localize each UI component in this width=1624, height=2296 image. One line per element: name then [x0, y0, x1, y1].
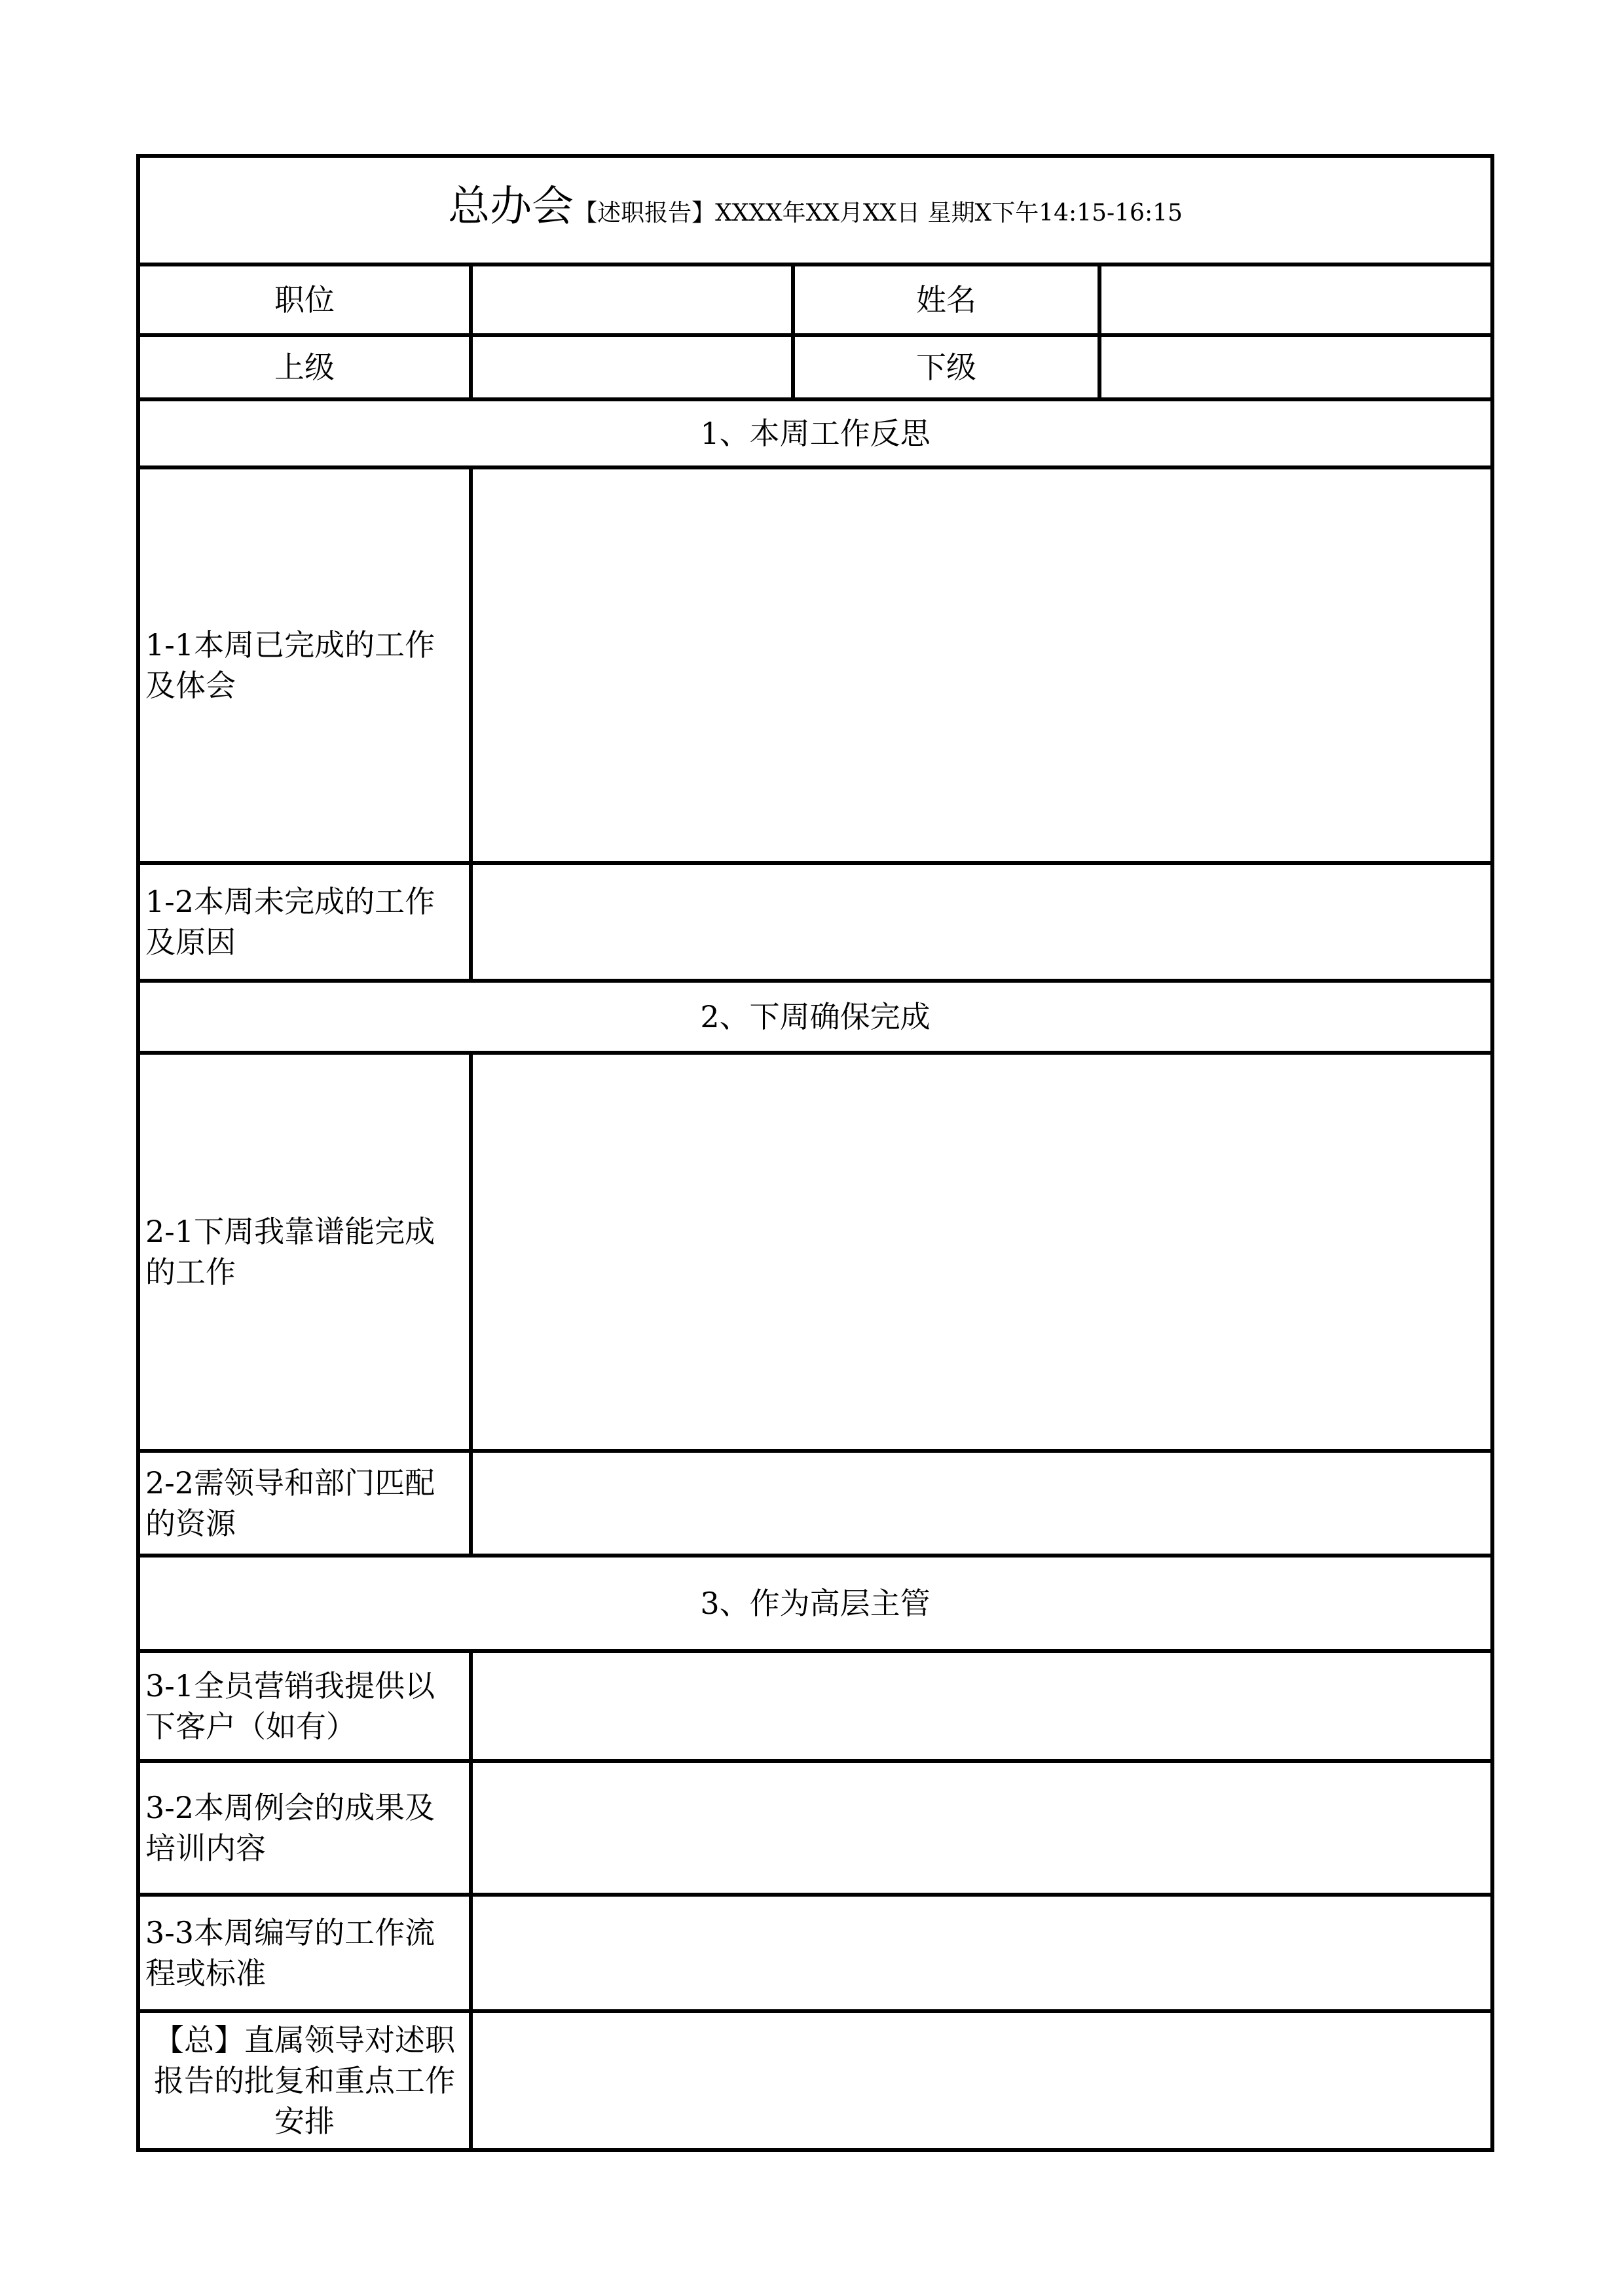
form-title	[138, 156, 1492, 264]
position-field[interactable]	[471, 264, 793, 335]
section-2-item-2-field[interactable]	[471, 1451, 1492, 1556]
section-2-item-1-label: 2-1下周我靠谱能完成的工作	[138, 1053, 471, 1451]
section-1-item-1-field[interactable]	[471, 467, 1492, 863]
section-3-item-3-label: 3-3本周编写的工作流程或标准	[138, 1895, 471, 2011]
superior-field[interactable]	[471, 335, 793, 399]
name-field[interactable]	[1099, 264, 1492, 335]
section-1-item-2-field[interactable]	[471, 863, 1492, 981]
report-form	[136, 154, 1490, 2152]
report-table	[136, 154, 1494, 2152]
subordinate-label: 下级	[793, 335, 1099, 399]
section-2-title: 2、下周确保完成	[138, 981, 1492, 1053]
section-3-item-3-field[interactable]	[471, 1895, 1492, 2011]
section-3-item-2-field[interactable]	[471, 1761, 1492, 1895]
section-2-item-2-label: 2-2需领导和部门匹配的资源	[138, 1451, 471, 1556]
section-3-title: 3、作为高层主管	[138, 1556, 1492, 1651]
section-1-item-1-label: 1-1本周已完成的工作及体会	[138, 467, 471, 863]
section-1-item-2-label: 1-2本周未完成的工作及原因	[138, 863, 471, 981]
superior-label: 上级	[138, 335, 471, 399]
title-sub: 【述职报告】XXXX年XX月XX日 星期X下午14:15-16:15	[574, 200, 1183, 227]
section-3-item-1-field[interactable]	[471, 1651, 1492, 1761]
title-main: 总办会	[448, 183, 574, 231]
section-3-item-1-label: 3-1全员营销我提供以下客户（如有）	[138, 1651, 471, 1761]
section-1-title: 1、本周工作反思	[138, 399, 1492, 467]
summary-label: 【总】直属领导对述职报告的批复和重点工作安排	[138, 2011, 471, 2150]
subordinate-field[interactable]	[1099, 335, 1492, 399]
name-label: 姓名	[793, 264, 1099, 335]
position-label: 职位	[138, 264, 471, 335]
section-2-item-1-field[interactable]	[471, 1053, 1492, 1451]
summary-field[interactable]	[471, 2011, 1492, 2150]
section-3-item-2-label: 3-2本周例会的成果及培训内容	[138, 1761, 471, 1895]
